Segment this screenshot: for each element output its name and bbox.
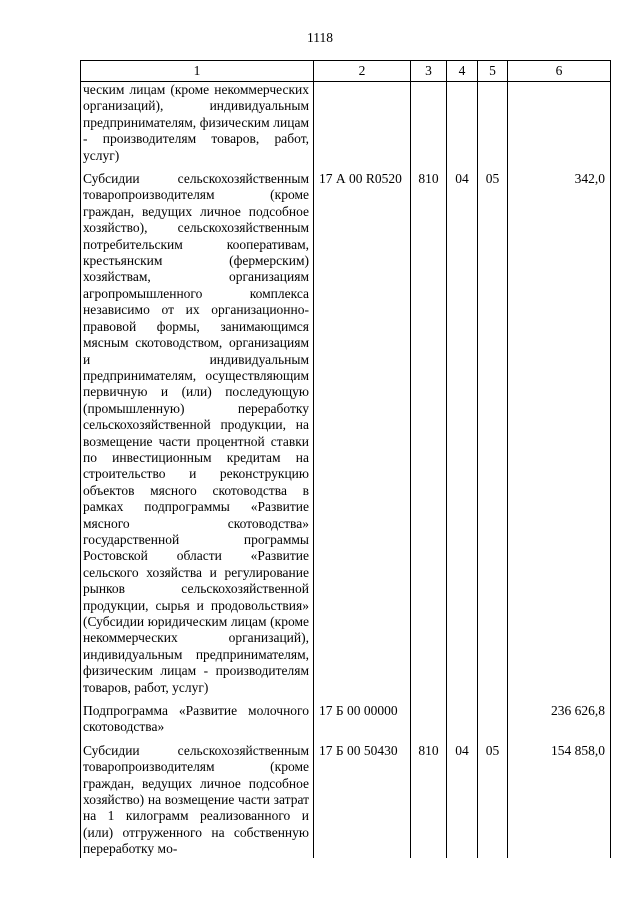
row-col3: 810 (411, 171, 447, 696)
table-row (81, 171, 611, 696)
row-col4: 04 (447, 743, 478, 858)
row-amount (508, 82, 611, 165)
header-cell-6: 6 (508, 61, 611, 82)
page-number: 1118 (307, 30, 333, 45)
row-description: ческим лицам (кроме некоммерческих организаций), индивидуальным предпринимателям, физическим лицам - производителям товаров, работ, услуг) (81, 82, 314, 165)
row-code (314, 82, 411, 165)
row-description: Субсидии сельскохозяйственным товаропроизводителям (кроме граждан, ведущих личное подсобное хозяйство) на возмещение части затрат на 1 килограмм реализованного и (или) отгруженного на собственную переработку мо- (81, 743, 314, 858)
row-col5: 05 (478, 171, 508, 696)
row-spacer (81, 736, 611, 743)
row-code: 17 А 00 R0520 (314, 171, 411, 696)
header-cell-4: 4 (447, 61, 478, 82)
row-col5 (478, 82, 508, 165)
table-row (81, 743, 611, 858)
row-col4: 04 (447, 171, 478, 696)
table-row (81, 82, 611, 165)
row-col5: 05 (478, 743, 508, 858)
row-amount: 236 626,8 (508, 703, 611, 736)
row-code: 17 Б 00 00000 (314, 703, 411, 736)
row-col3: 810 (411, 743, 447, 858)
row-col3 (411, 703, 447, 736)
row-amount: 154 858,0 (508, 743, 611, 858)
row-col5 (478, 703, 508, 736)
budget-table (80, 60, 611, 858)
row-spacer (81, 164, 611, 171)
row-amount: 342,0 (508, 171, 611, 696)
row-description: Субсидии сельскохозяйственным товаропроизводителям (кроме граждан, ведущих личное подсобное хозяйство), сельскохозяйственным потребительским кооперативам, крестьянским (фермерским) хозяйствам, организациям агропромышленного комплекса независимо от их организационно-правовой формы, занимающимся мясным скотоводством, организациям и индивидуальным предпринимателям, осуществляющим первичную и (или) последующую (промышленную) переработку сельскохозяйственной продукции, на возмещение части процентной ставки по инвестиционным кредитам на строительство и реконструкцию объектов мясного скотоводства в рамках подпрограммы «Развитие мясного скотоводства» государственной программы Ростовской области «Развитие сельского хозяйства и регулирование рынков сельскохозяйственной продукции, сырья и продовольствия» (Субсидии юридическим лицам (кроме некоммерческих организаций), индивидуальным предпринимателям, физическим лицам - производителям товаров, работ, услуг) (81, 171, 314, 696)
header-cell-2: 2 (314, 61, 411, 82)
header-cell-5: 5 (478, 61, 508, 82)
header-cell-3: 3 (411, 61, 447, 82)
header-cell-1: 1 (81, 61, 314, 82)
table-row (81, 703, 611, 736)
row-col4 (447, 703, 478, 736)
row-spacer (81, 696, 611, 703)
row-col4 (447, 82, 478, 165)
row-code: 17 Б 00 50430 (314, 743, 411, 858)
row-description: Подпрограмма «Развитие молочного скотоводства» (81, 703, 314, 736)
row-col3 (411, 82, 447, 165)
table-header-row (81, 61, 611, 82)
